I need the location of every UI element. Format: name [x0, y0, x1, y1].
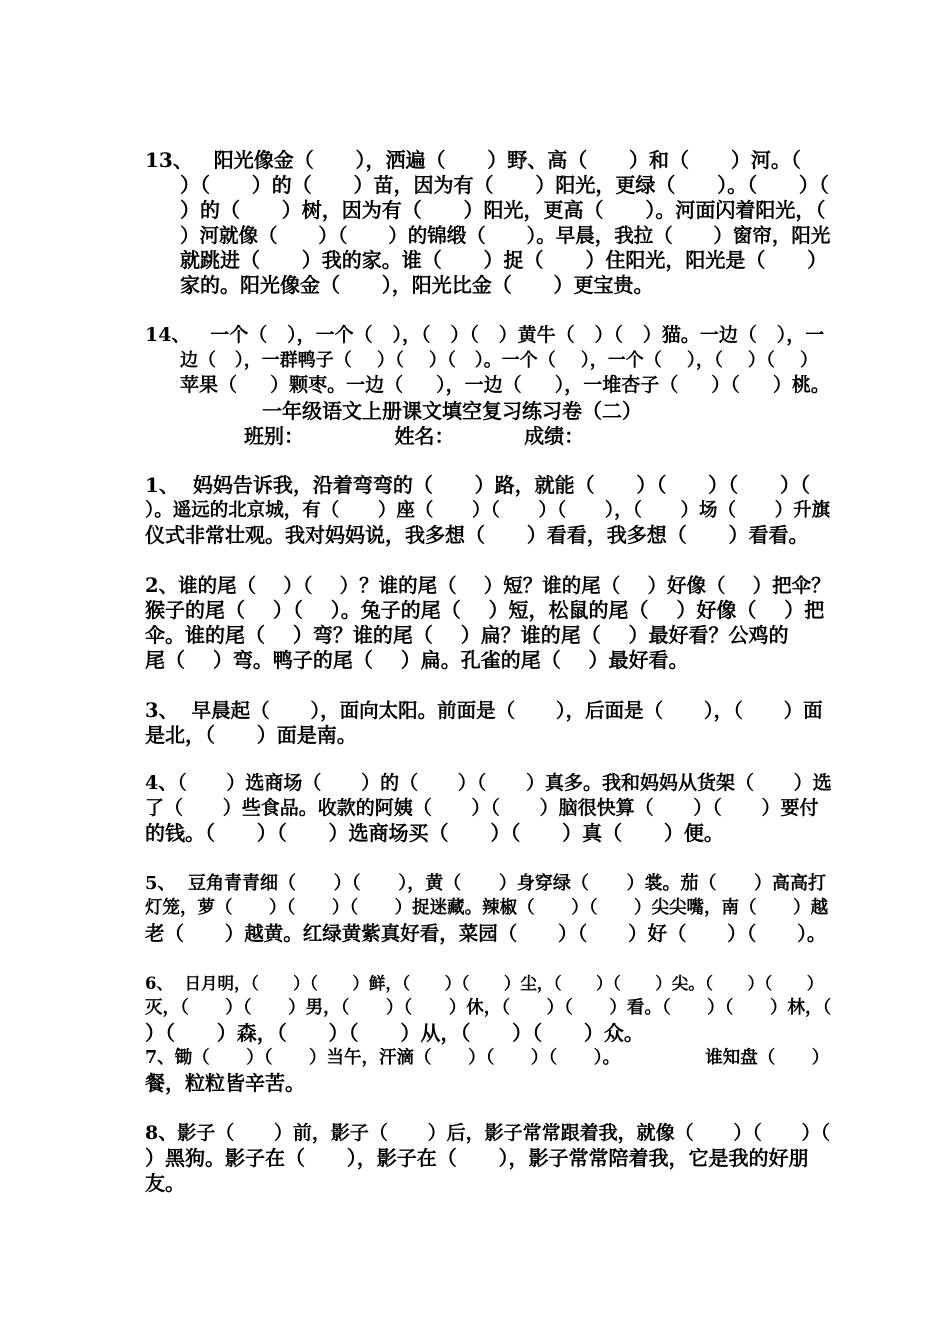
q2-line-1: 2、谁的尾（ ）（ ）？谁的尾（ ）短？谁的尾（ ）好像（ ）把伞？ — [145, 574, 831, 597]
q14-line-1: 14、 一个（ ），一个（ ），（ ）（ ）黄牛（ ）（ ）猫。一边（ ），一 — [145, 324, 825, 346]
q6-line-1: 6、 日月明，（ ）（ ）鲜，（ ）（ ）尘，（ ）（ ）尖。（ ）（ ） — [145, 974, 824, 993]
q13-line-3: ）的（ ）树，因为有（ ）阳光，更高（ ）。河面闪着阳光，（ — [180, 198, 826, 222]
q8-line-1: 8、影子（ ）前，影子（ ）后，影子常常跟着我，就像（ ）（ ）（ — [145, 1122, 830, 1144]
q13-line-1: 13、 阳光像金（ ），洒遍（ ）野、高（ ）和（ ）河。（ — [145, 148, 801, 172]
q2-line-4: 尾（ ）弯。鸭子的尾（ ）扁。孔雀的尾（ ）最好看。 — [145, 648, 689, 672]
q14-line-2: 边（ ），一群鸭子（ ）（ ）（ ）。一个（ ），一个（ ），（ ）（ ） — [180, 350, 818, 371]
q1-line-2: ）。遥远的北京城，有（ ）座（ ）（ ）（ ），（ ）场（ ）升旗 — [145, 500, 831, 521]
student-info-line: 班别： 姓名： 成绩： — [244, 424, 585, 448]
q7-line-2: 餐，粒粒皆辛苦。 — [145, 1071, 305, 1095]
q5-line-1: 5、 豆角青青细（ ）（ ），黄（ ）身穿绿（ ）裳。茄（ ）高高打 — [145, 873, 827, 894]
q1-line-3: 仪式非常壮观。我对妈妈说，我多想（ ）看看，我多想（ ）看看。 — [145, 523, 809, 547]
q14-line-3: 苹果（ ）颗枣。一边（ ），一边（ ），一堆杏子（ ）（ ）桃。 — [180, 374, 830, 396]
q3-line-1: 3、 早晨起（ ），面向太阳。前面是（ ），后面是（ ），（ ）面 — [145, 699, 823, 722]
q13-line-5: 就跳进（ ）我的家。谁（ ）捉（ ）住阳光，阳光是（ ） — [180, 248, 828, 272]
q2-line-3: 伞。谁的尾（ ）弯？谁的尾（ ）扁？谁的尾（ ）最好看？公鸡的 — [145, 623, 789, 647]
q13-line-4: ）河就像（ ）（ ）的锦缎（ ）。早晨，我拉（ ）窗帘，阳光 — [180, 224, 831, 247]
q8-line-3: 友。 — [145, 1171, 185, 1195]
q5-line-3: 老（ ）越黄。红绿黄紫真好看，菜园（ ）（ ）好（ ）（ ）。 — [145, 922, 827, 945]
q4-line-3: 的钱。（ ）（ ）选商场买（ ）（ ）真（ ）便。 — [145, 821, 724, 845]
q3-line-2: 是北，（ ）面是南。 — [145, 723, 357, 747]
q1-line-1: 1、 妈妈告诉我，沿着弯弯的（ ）路，就能（ ）（ ）（ ）（ — [145, 473, 810, 497]
q4-line-2: 了（ ）些食品。收款的阿姨（ ）（ ）脑很快算（ ）（ ）要付 — [145, 797, 819, 819]
q2-line-2: 猴子的尾（ ）（ ）。兔子的尾（ ）短，松鼠的尾（ ）好像（ ）把 — [145, 598, 825, 622]
q13-line-2: ）（ ）的（ ）苗，因为有（ ）阳光，更绿（ ）。（ ）（ — [180, 173, 829, 197]
q6-line-2: 灭，（ ）（ ）男，（ ）（ ）休，（ ）（ ）看。（ ）（ ）林，（ — [145, 998, 832, 1018]
q5-line-2: 灯笼，萝（ ）（ ）（ ）捉迷藏。辣椒（ ）（ ）尖尖嘴，南（ ）越 — [145, 898, 829, 918]
q13-line-6: 家的。阳光像金（ ），阳光比金（ ）更宝贵。 — [180, 273, 654, 297]
q7-line-1: 7、锄（ ）（ ）当午，汗滴（ ）（ ）（ ）。 谁知盘（ ） — [145, 1048, 830, 1068]
q8-line-2: ）黑狗。影子在（ ），影子在（ ），影子常常陪着我，它是我的好朋 — [145, 1146, 809, 1170]
worksheet-title: 一年级语文上册课文填空复习练习卷（二） — [262, 399, 642, 423]
q6-line-3: ）（ ）森，（ ）（ ）从，（ ）（ ）众。 — [145, 1021, 644, 1045]
q4-line-1: 4、（ ）选商场（ ）的（ ）（ ）真多。我和妈妈从货架（ ）选 — [145, 772, 832, 794]
